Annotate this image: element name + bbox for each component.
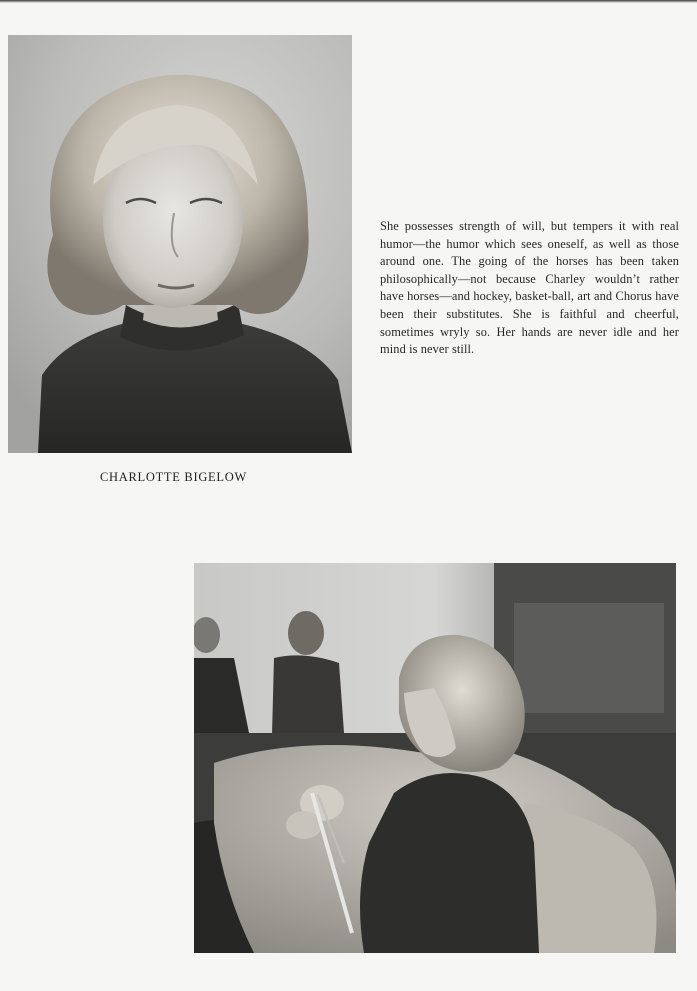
candid-knitting-photo [194, 563, 676, 953]
portrait-photo [8, 35, 352, 453]
student-name-caption: CHARLOTTE BIGELOW [100, 470, 247, 484]
bio-paragraph: She possesses strength of will, but tempers it with real humor—the humor which sees oneself, as well as those around one. The going of the horses has been taken philosophically—not because Charley wouldn’t rather have horses—and hockey, basket-ball, art and Chorus have been their substitutes. She is faithful and cheerful, sometimes wryly so. Her hands are never idle and her mind is never still. [380, 219, 679, 357]
page-top-edge [0, 0, 697, 3]
